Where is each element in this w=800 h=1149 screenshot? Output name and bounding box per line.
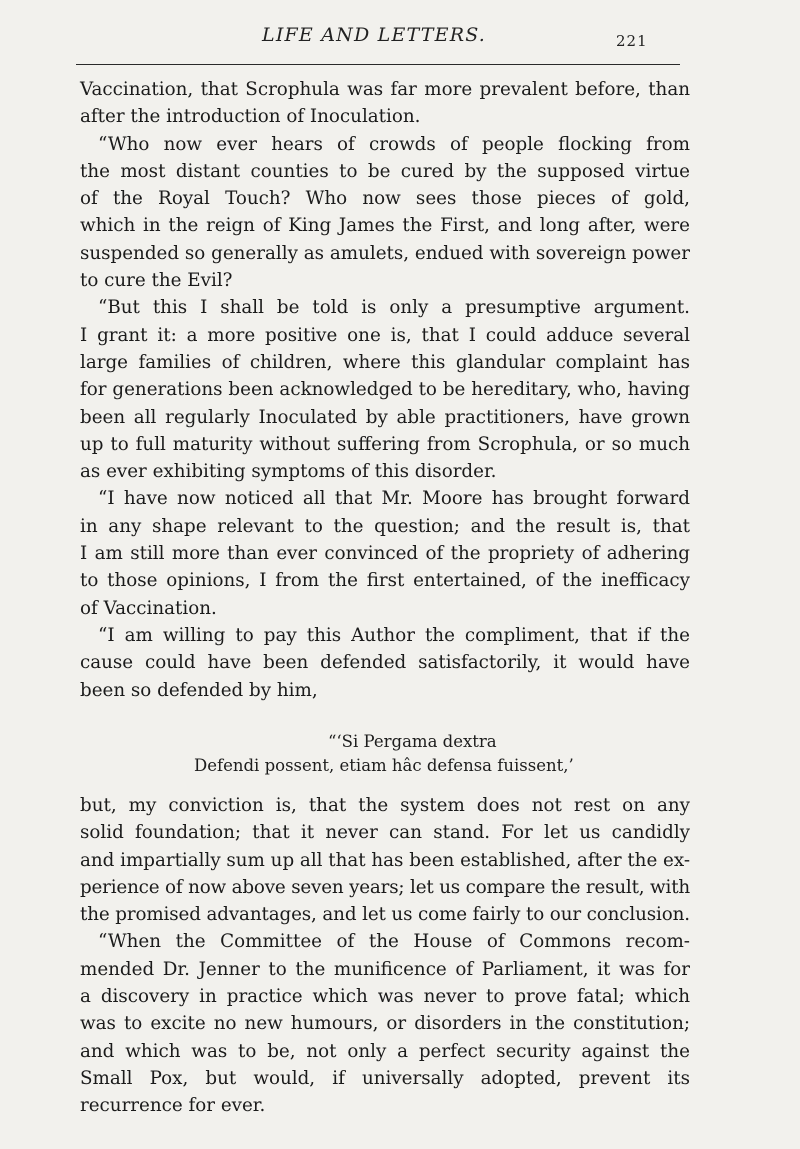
lower-text-body (80, 792, 690, 1120)
header-rule (76, 64, 680, 65)
text-line: mended Dr. Jenner to the munificence of Parliament, it was for (80, 958, 690, 980)
paragraph-3 (80, 294, 690, 485)
text-line: I grant it: a more positive one is, that I could adduce several (80, 324, 690, 346)
text-line: been so defended by him, (80, 679, 318, 701)
text-line: the most distant counties to be cured by the supposed virtue (80, 160, 690, 182)
text-line: after the introduction of Inoculation. (80, 106, 421, 128)
text-line: Vaccination, that Scrophula was far more prevalent before, than (80, 79, 690, 100)
running-head (0, 22, 800, 52)
page-number: 221 (616, 32, 648, 50)
text-line: “But this I shall be told is only a presumptive argument. (98, 297, 690, 319)
text-line: a discovery in practice which was never to prove fatal; which (80, 986, 690, 1008)
paragraph-4 (80, 485, 690, 621)
quotation-line-1: “‘Si Pergama dextra (328, 732, 497, 751)
text-line: and impartially sum up all that has been established, after the ex- (80, 849, 690, 871)
paragraph-7 (80, 928, 690, 1119)
text-line: of Vaccination. (80, 597, 217, 619)
text-line: up to full maturity without suffering from Scrophula, or so much (80, 433, 690, 455)
text-line: for generations been acknowledged to be hereditary, who, having (80, 379, 690, 401)
quotation-line-2: Defendi possent, etiam hâc defensa fuissent,’ (194, 756, 574, 775)
text-line: suspended so generally as amulets, endued with sovereign power (80, 242, 690, 264)
text-line: but, my conviction is, that the system does not rest on any (80, 795, 690, 816)
paragraph-2 (80, 131, 690, 295)
text-line: “When the Committee of the House of Commons recom- (98, 931, 690, 953)
text-line: solid foundation; that it never can stand. For let us candidly (80, 822, 690, 844)
text-line: as ever exhibiting symptoms of this disorder. (80, 461, 497, 483)
paragraph-5 (80, 622, 690, 704)
text-line: the promised advantages, and let us come fairly to our conclusion. (80, 904, 690, 926)
text-line: cause could have been defended satisfactorily, it would have (80, 652, 690, 674)
text-line: “I have now noticed all that Mr. Moore has brought forward (98, 488, 690, 510)
text-line: been all regularly Inoculated by able practitioners, have grown (80, 406, 690, 428)
running-title: LIFE AND LETTERS. (262, 24, 486, 46)
text-line: I am still more than ever convinced of the propriety of adhering (80, 543, 690, 565)
text-line: perience of now above seven years; let us compare the result, with (80, 876, 690, 898)
text-line: of the Royal Touch? Who now sees those pieces of gold, (80, 188, 690, 210)
text-line: to cure the Evil? (80, 270, 233, 292)
text-line: was to excite no new humours, or disorders in the constitution; (80, 1013, 690, 1035)
text-line: and which was to be, not only a perfect security against the (80, 1040, 690, 1062)
text-line: Small Pox, but would, if universally adopted, prevent its (80, 1067, 690, 1089)
text-line: recurrence for ever. (80, 1095, 266, 1117)
paragraph-6 (80, 792, 690, 928)
text-line: “Who now ever hears of crowds of people flocking from (98, 133, 690, 155)
text-line: which in the reign of King James the First, and long after, were (80, 215, 690, 237)
text-line: “I am willing to pay this Author the compliment, that if the (98, 624, 690, 646)
text-line: to those opinions, I from the first entertained, of the inefficacy (80, 570, 690, 592)
paragraph-1 (80, 76, 690, 131)
upper-text-body (80, 76, 690, 704)
text-line: large families of children, where this glandular complaint has (80, 351, 690, 373)
text-line: in any shape relevant to the question; and the result is, that (80, 515, 690, 537)
